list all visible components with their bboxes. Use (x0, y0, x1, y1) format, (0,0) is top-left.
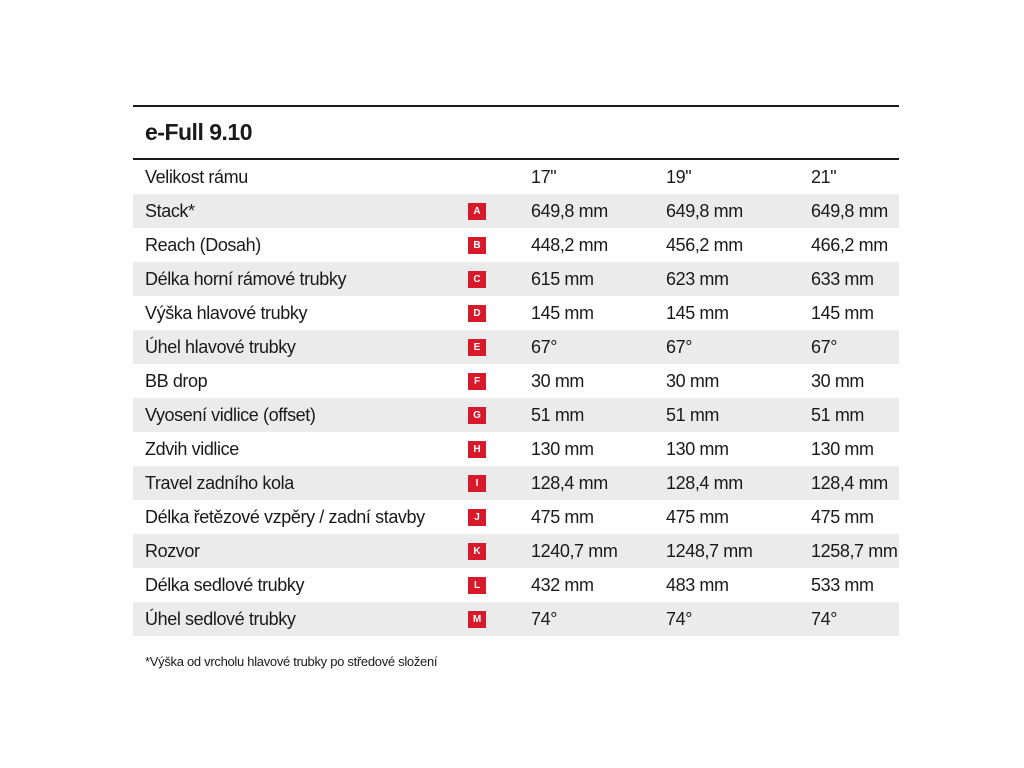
value-size-1: 475 mm (531, 506, 594, 527)
value-size-3: 466,2 mm (811, 234, 888, 255)
letter-badge: L (468, 577, 486, 594)
value-size-3: 533 mm (811, 574, 874, 595)
row-label: Délka řetězové vzpěry / zadní stavby (145, 506, 425, 527)
row-label: Výška hlavové trubky (145, 302, 308, 323)
value-size-2: 483 mm (666, 574, 729, 595)
value-size-3: 51 mm (811, 404, 865, 425)
row-label: Travel zadního kola (145, 472, 294, 493)
value-size-3: 649,8 mm (811, 200, 888, 221)
value-size-3: 74° (811, 608, 838, 629)
letter-badge: A (468, 203, 486, 220)
value-size-1: 130 mm (531, 438, 594, 459)
row-label: Úhel sedlové trubky (145, 608, 296, 629)
value-size-1: 615 mm (531, 268, 594, 289)
size-column-3: 21" (811, 166, 837, 187)
value-size-1: 649,8 mm (531, 200, 608, 221)
letter-badge: D (468, 305, 486, 322)
value-size-2: 649,8 mm (666, 200, 743, 221)
value-size-1: 145 mm (531, 302, 594, 323)
table-row (133, 364, 899, 398)
value-size-2: 130 mm (666, 438, 729, 459)
table-row (133, 262, 899, 296)
value-size-2: 51 mm (666, 404, 720, 425)
value-size-1: 67° (531, 336, 558, 357)
value-size-1: 432 mm (531, 574, 594, 595)
table-row (133, 296, 899, 330)
letter-badge: M (468, 611, 486, 628)
value-size-2: 67° (666, 336, 693, 357)
letter-badge: K (468, 543, 486, 560)
table-row (133, 194, 899, 228)
letter-badge: F (468, 373, 486, 390)
table-row (133, 228, 899, 262)
value-size-2: 475 mm (666, 506, 729, 527)
value-size-2: 456,2 mm (666, 234, 743, 255)
letter-badge: I (468, 475, 486, 492)
row-label: BB drop (145, 370, 208, 391)
value-size-2: 128,4 mm (666, 472, 743, 493)
table-row (133, 602, 899, 636)
value-size-3: 145 mm (811, 302, 874, 323)
footnote: *Výška od vrcholu hlavové trubky po středové složení (145, 654, 438, 669)
letter-badge: J (468, 509, 486, 526)
row-label: Reach (Dosah) (145, 234, 261, 255)
header-row (133, 160, 899, 194)
table-row (133, 398, 899, 432)
table-row (133, 500, 899, 534)
row-label: Zdvih vidlice (145, 438, 239, 459)
table-row (133, 534, 899, 568)
value-size-3: 67° (811, 336, 838, 357)
letter-badge: B (468, 237, 486, 254)
frame-size-label: Velikost rámu (145, 166, 248, 187)
value-size-3: 475 mm (811, 506, 874, 527)
table-row (133, 432, 899, 466)
value-size-2: 30 mm (666, 370, 720, 391)
value-size-2: 623 mm (666, 268, 729, 289)
table-row (133, 466, 899, 500)
letter-badge: H (468, 441, 486, 458)
value-size-3: 30 mm (811, 370, 865, 391)
value-size-1: 128,4 mm (531, 472, 608, 493)
table-row (133, 568, 899, 602)
value-size-1: 51 mm (531, 404, 585, 425)
table-title: e-Full 9.10 (145, 119, 252, 145)
value-size-3: 128,4 mm (811, 472, 888, 493)
letter-badge: C (468, 271, 486, 288)
letter-badge: E (468, 339, 486, 356)
letter-badge: G (468, 407, 486, 424)
value-size-1: 30 mm (531, 370, 585, 391)
size-column-1: 17" (531, 166, 557, 187)
value-size-2: 145 mm (666, 302, 729, 323)
value-size-2: 74° (666, 608, 693, 629)
value-size-3: 633 mm (811, 268, 874, 289)
value-size-1: 74° (531, 608, 558, 629)
row-label: Úhel hlavové trubky (145, 336, 296, 357)
value-size-3: 130 mm (811, 438, 874, 459)
size-column-2: 19" (666, 166, 692, 187)
row-label: Rozvor (145, 540, 200, 561)
value-size-1: 448,2 mm (531, 234, 608, 255)
value-size-2: 1248,7 mm (666, 540, 753, 561)
value-size-3: 1258,7 mm (811, 540, 898, 561)
row-label: Délka horní rámové trubky (145, 268, 347, 289)
row-label: Délka sedlové trubky (145, 574, 305, 595)
table-row (133, 330, 899, 364)
row-label: Vyosení vidlice (offset) (145, 404, 316, 425)
geometry-table (133, 105, 899, 636)
value-size-1: 1240,7 mm (531, 540, 618, 561)
row-label: Stack* (145, 200, 195, 221)
